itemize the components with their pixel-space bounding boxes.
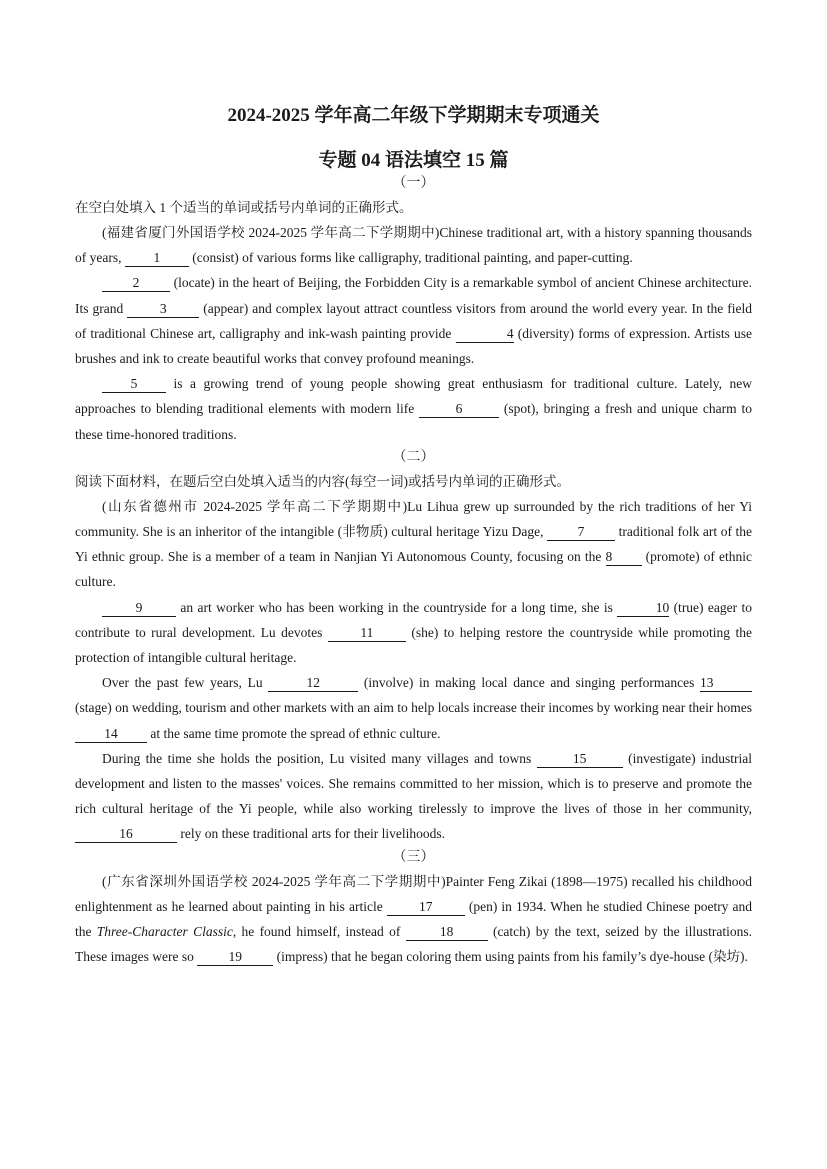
document-subtitle: 专题 04 语法填空 15 篇: [318, 150, 509, 171]
blank-1[interactable]: 1: [125, 250, 189, 267]
blank-2[interactable]: 2: [102, 275, 170, 292]
section-instruction-1: 在空白处填入 1 个适当的单词或括号内单词的正确形式。: [75, 200, 413, 215]
blank-19[interactable]: 19: [197, 949, 273, 966]
blank-13[interactable]: 13: [700, 675, 752, 692]
blank-16[interactable]: 16: [75, 826, 177, 843]
blank-9[interactable]: 9: [102, 600, 176, 617]
passage-paragraph: (福建省厦门外国语学校 2024-2025 学年高二下学期期中)Chinese traditional art, with a history spanning thousands of years, 1 (consist) of various forms like calligraphy, traditional painting, and paper-cutting.: [75, 225, 752, 266]
blank-5[interactable]: 5: [102, 376, 166, 393]
blank-7[interactable]: 7: [547, 524, 615, 541]
blank-11[interactable]: 11: [328, 625, 406, 642]
blank-12[interactable]: 12: [268, 675, 358, 692]
passage-paragraph: (广东省深圳外国语学校 2024-2025 学年高二下学期期中)Painter Feng Zikai (1898—1975) recalled his childhood enlightenment as he learned about painting in his article 17 (pen) in 1934. When he studied Chinese poetry and the Three-Character Classic, he found himself, instead of 18 (catch) by the text, seized by the illustrations. These images were so 19 (impress) that he began coloring them using paints from his family’s dye-house (染坊).: [75, 873, 752, 965]
passage-paragraph: (山东省德州市 2024-2025 学年高二下学期期中)Lu Lihua grew up surrounded by the rich traditions of her Yi community. She is an inheritor of the intangible (非物质) cultural heritage Yizu Dage, 7 traditional folk art of the Yi ethnic group. She is a member of a team in Nanjian Yi Autonomous County, focusing on the 8 (promote) of ethnic culture.: [75, 498, 752, 590]
blank-3[interactable]: 3: [127, 301, 199, 318]
blank-17[interactable]: 17: [387, 899, 465, 916]
blank-10[interactable]: 10: [617, 600, 669, 617]
blank-6[interactable]: 6: [419, 401, 499, 418]
passage-paragraph: 5 is a growing trend of young people showing great enthusiasm for traditional culture. Lately, new approaches to blending traditional elements with modern life 6 (spot), bringing a fresh and unique charm to these time-honored traditions.: [75, 376, 752, 442]
passage-paragraph: During the time she holds the position, Lu visited many villages and towns 15 (investigate) industrial development and listen to the masses' voices. She remains committed to her mission, which is to preserve and promote the rich cultural heritage of the Yi people, while also working tirelessly to improve the lives of those in her community, 16 rely on these traditional arts for their livelihoods.: [75, 750, 753, 842]
blank-8[interactable]: 8: [606, 549, 642, 566]
blank-15[interactable]: 15: [537, 751, 623, 768]
section-instruction-2: 阅读下面材料，在题后空白处填入适当的内容(每空一词)或括号内单词的正确形式。: [75, 473, 570, 489]
italic-title: Three-Character Classic: [96, 924, 233, 940]
passage-paragraph: 2 (locate) in the heart of Beijing, the Forbidden City is a remarkable symbol of ancient Chinese architecture. Its grand 3 (appear) and complex layout attract countless visitors from around the world every year. In the field of traditional Chinese art, calligraphy and ink-wash painting provide 4 (diversity) forms of expression. Artists use brushes and ink to create beautiful works that convey profound meanings.: [75, 275, 753, 367]
section-marker-2: （二）: [392, 449, 435, 465]
document-title: 2024-2025 学年高二年级下学期期末专项通关: [227, 105, 600, 126]
blank-18[interactable]: 18: [406, 924, 488, 941]
blank-4[interactable]: 4: [456, 326, 514, 343]
section-marker-3: （三）: [392, 849, 435, 865]
passage-paragraph: Over the past few years, Lu 12 (involve) in making local dance and singing performances 13 (stage) on wedding, tourism and other markets with an aim to help locals increase their incomes by working near their homes 14 at the same time promote the spread of ethnic culture.: [75, 675, 752, 741]
blank-14[interactable]: 14: [75, 726, 147, 743]
passage-paragraph: 9 an art worker who has been working in the countryside for a long time, she is 10 (true) eager to contribute to rural development. Lu devotes 11 (she) to helping restore the countryside while promoting the protection of intangible cultural heritage.: [75, 599, 753, 666]
document-page: [75, 100, 752, 969]
section-marker-1: （一）: [392, 176, 435, 191]
